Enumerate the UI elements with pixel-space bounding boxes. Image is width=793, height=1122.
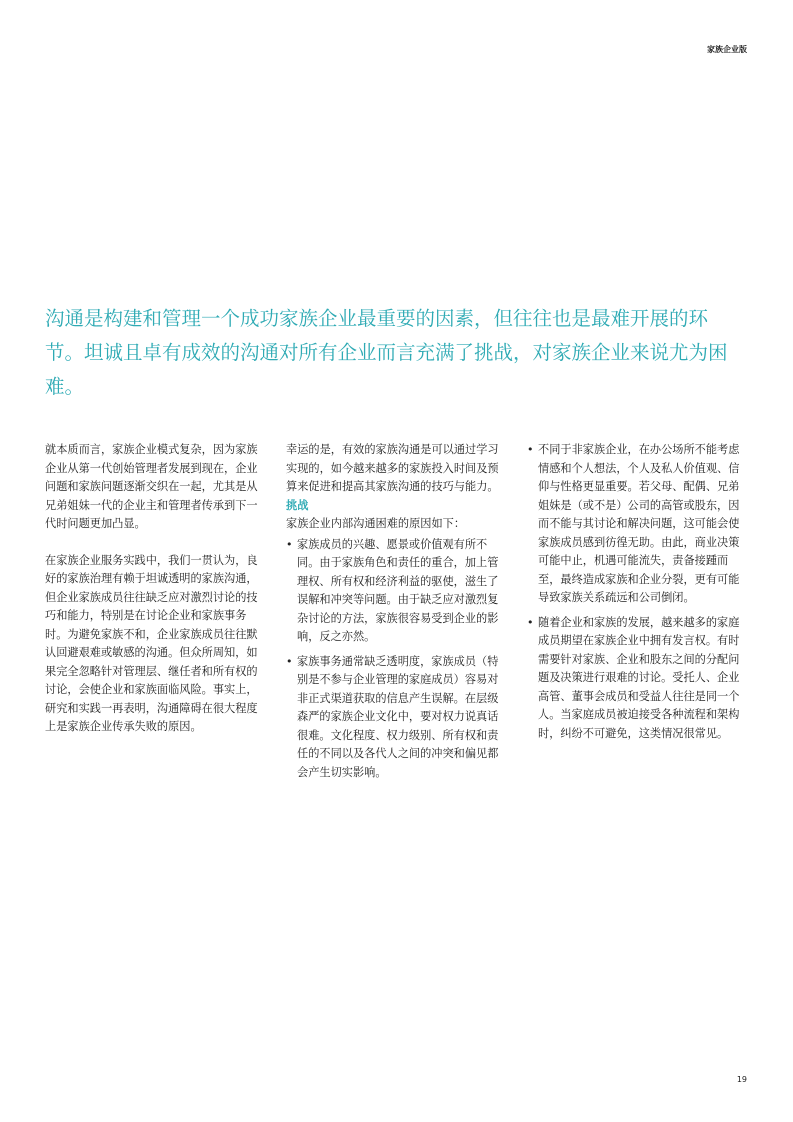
- column-3: [527, 441, 747, 749]
- bullet-list: [527, 441, 747, 743]
- bullet-icon: •: [527, 443, 534, 456]
- page-number: 19: [736, 1075, 747, 1084]
- publication-label: 家族企业版: [707, 45, 747, 54]
- column-1: [45, 441, 265, 737]
- list-item: • 随着企业和家族的发展，越来越多的家庭成员期望在家族企业中拥有发言权。有时需要针对家族、企业和股东之间的分配问题及决策进行艰难的讨论。受托人、企业高管、董事会成员和受益人往往是同一个人。当家庭成员被迫接受各种流程和架构时，纠纷不可避免，这类情况很常见。: [527, 615, 740, 740]
- section-heading-challenges: 挑战: [286, 498, 309, 512]
- paragraph: 家族企业内部沟通困难的原因如下：: [286, 517, 466, 530]
- bullet-list: [286, 536, 506, 783]
- intro-statement: 沟通是构建和管理一个成功家族企业最重要的因素，但往往也是最难开展的环节。坦诚且卓有成效的沟通对所有企业而言充满了挑战，对家族企业来说尤为困难。: [45, 307, 728, 398]
- column-2: [286, 441, 506, 788]
- paragraph: 在家族企业服务实践中，我们一贯认为，良好的家族治理有赖于坦诚透明的家族沟通，但企业家族成员往往缺乏应对激烈讨论的技巧和能力，特别是在讨论企业和家族事务时。为避免家族不和，企业家族成员往往默认回避艰难或敏感的沟通。但众所周知，如果完全忽略针对管理层、继任者和所有权的讨论，会使企业和家族面临风险。事实上，研究和实践一再表明，沟通障碍在很大程度上是家族企业传承失败的原因。: [45, 553, 258, 733]
- list-item: • 不同于非家族企业，在办公场所不能考虑情感和个人想法，个人及私人价值观、信仰与性格更显重要。若父母、配偶、兄弟姐妹是（或不是）公司的高管或股东，因而不能与其讨论和解决问题，这可能会使家族成员感到彷徨无助。由此，商业决策可能中止，机遇可能流失，责备接踵而至，最终造成家族和企业分裂，更有可能导致家族关系疏远和公司倒闭。: [527, 443, 740, 604]
- bullet-icon: •: [527, 615, 534, 629]
- paragraph: 幸运的是，有效的家族沟通是可以通过学习实现的，如今越来越多的家族投入时间及预算来促进和提高其家族沟通的技巧与能力。: [286, 443, 499, 493]
- bullet-icon: •: [286, 654, 293, 668]
- list-item: • 家族事务通常缺乏透明度，家族成员（特别是不参与企业管理的家庭成员）容易对非正式渠道获取的信息产生误解。在层级森严的家族企业文化中，要对权力说真话很难。文化程度、权力级别、所有权和责任的不同以及各代人之间的冲突和偏见都会产生切实影响。: [286, 654, 499, 779]
- paragraph: 就本质而言，家族企业模式复杂，因为家族企业从第一代创始管理者发展到现在，企业问题和家族问题逐渐交织在一起，尤其是从兄弟姐妹一代的企业主和管理者传承到下一代时问题更加凸显。: [45, 443, 258, 530]
- list-item: • 家族成员的兴趣、愿景或价值观有所不同。由于家族角色和责任的重合，加上管理权、所有权和经济利益的驱使，滋生了误解和冲突等问题。由于缺乏应对激烈复杂讨论的方法，家族很容易受到企业的影响，反之亦然。: [286, 537, 499, 643]
- bullet-icon: •: [286, 537, 293, 551]
